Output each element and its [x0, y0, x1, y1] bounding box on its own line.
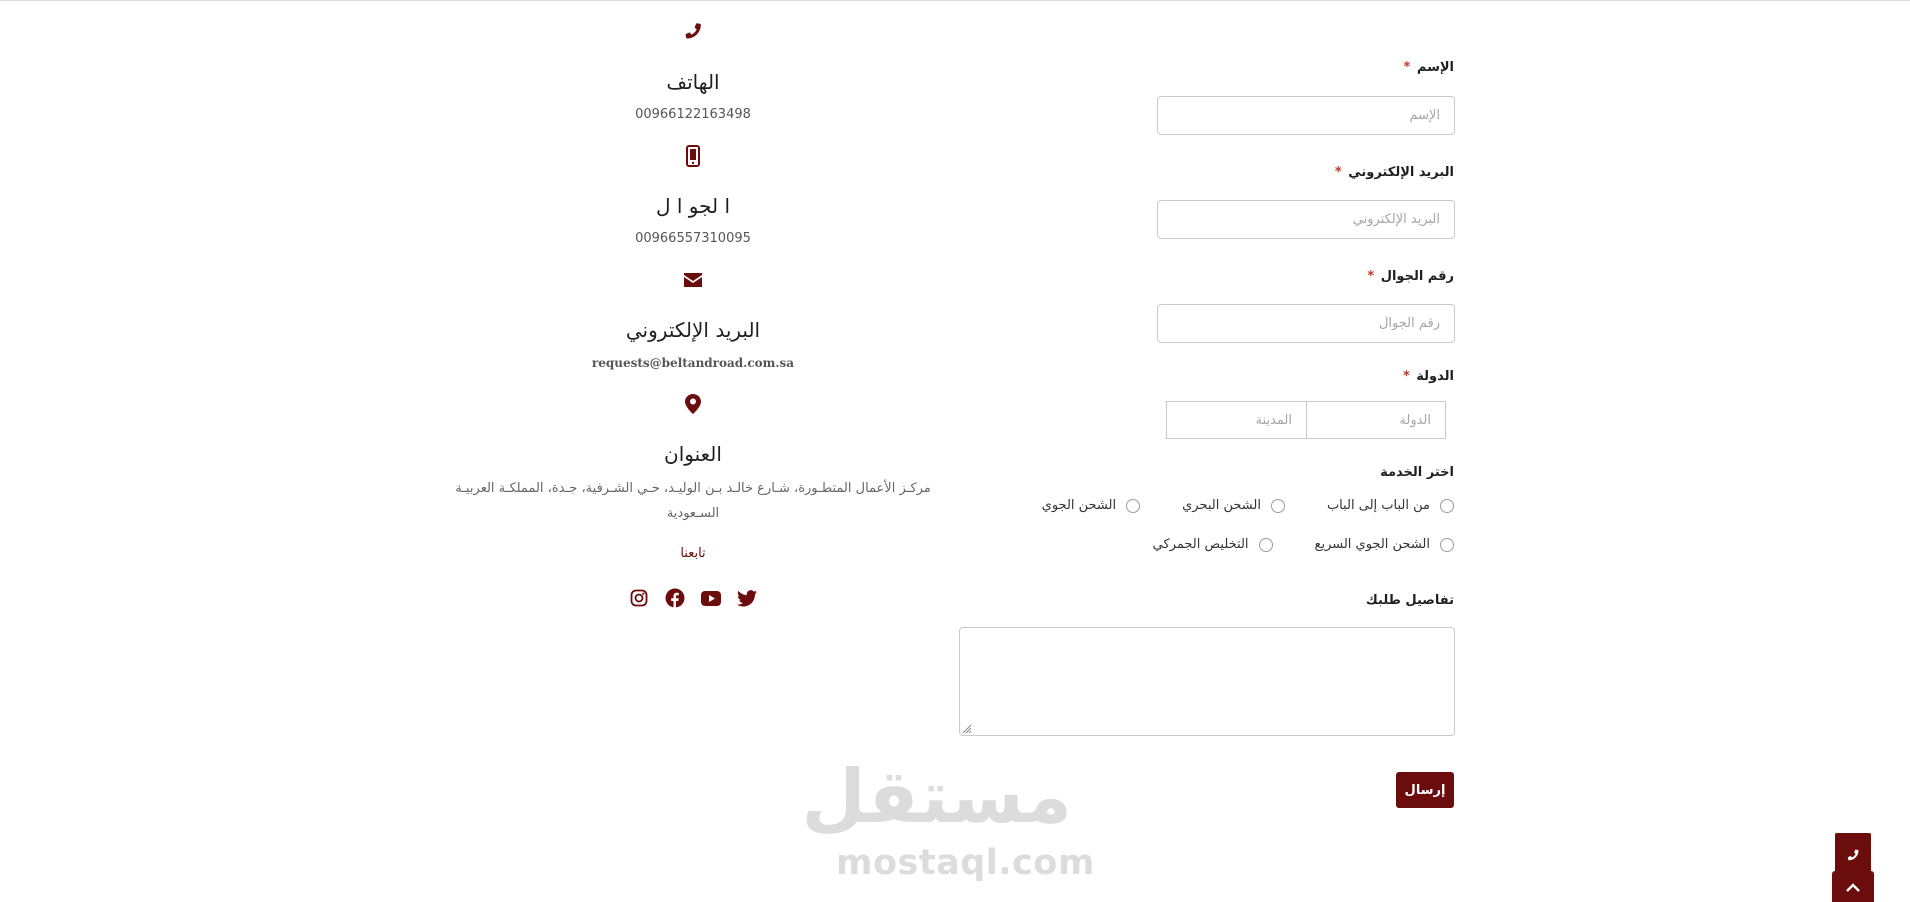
instagram-icon[interactable] — [628, 587, 650, 609]
mobile-title: ا لجو ا ل — [655, 194, 731, 218]
twitter-icon[interactable] — [736, 587, 758, 609]
service-option-air-freight[interactable] — [1042, 498, 1140, 513]
phone-value[interactable]: 00966122163498 — [635, 107, 751, 122]
resize-grip-icon[interactable] — [962, 724, 972, 734]
mobile-value[interactable]: 00966557310095 — [635, 231, 751, 246]
name-label-text: الإسم — [1416, 60, 1454, 75]
watermark-arabic: مستقل — [801, 754, 1072, 840]
watermark-latin: mostaql.com — [836, 843, 1095, 883]
top-border — [0, 0, 1910, 1]
required-mark: * — [1403, 60, 1411, 75]
service-option-door-to-door[interactable] — [1327, 498, 1454, 513]
address-value: مركـز الأعمال المتطـورة، شـارع خالـد بـن الوليـد، حـي الشـرفية، جـدة، المملكـة العربيـة السـعودية — [455, 481, 931, 521]
submit-button[interactable]: إرسال — [1396, 772, 1454, 808]
youtube-icon[interactable] — [700, 587, 722, 609]
service-option-sea-freight[interactable] — [1182, 498, 1285, 513]
email-label-text: البريد الإلكتروني — [1348, 165, 1454, 180]
social-links — [628, 587, 758, 609]
envelope-icon — [679, 266, 707, 294]
phone-title: الهاتف — [666, 70, 720, 94]
follow-label: تابعنا — [680, 546, 706, 561]
service-option-label: من الباب إلى الباب — [1326, 498, 1430, 513]
mobile-input[interactable] — [1157, 304, 1455, 343]
service-options-row-1 — [1042, 498, 1454, 513]
country-input[interactable] — [1306, 401, 1446, 439]
required-mark: * — [1334, 165, 1342, 180]
radio-circle[interactable] — [1440, 499, 1454, 513]
service-option-customs-clearance[interactable] — [1153, 537, 1273, 552]
mobile-label-text: رقم الجوال — [1380, 269, 1454, 284]
email-value[interactable]: requests@beltandroad.com.sa — [591, 356, 795, 370]
country-label — [1403, 369, 1454, 384]
service-label: اختر الخدمة — [1380, 465, 1454, 480]
radio-circle[interactable] — [1271, 499, 1285, 513]
name-label — [1404, 60, 1454, 75]
email-label — [1335, 165, 1454, 180]
mobile-icon — [679, 142, 707, 170]
map-pin-icon — [679, 390, 707, 418]
service-option-label: الشحن الجوي — [1041, 498, 1117, 513]
radio-circle[interactable] — [1259, 538, 1273, 552]
facebook-icon[interactable] — [664, 587, 686, 609]
required-mark: * — [1367, 269, 1375, 284]
required-mark: * — [1402, 369, 1410, 384]
address-title: العنوان — [664, 442, 722, 466]
phone-icon — [679, 17, 707, 45]
radio-circle[interactable] — [1126, 499, 1140, 513]
service-option-express-air[interactable] — [1315, 537, 1454, 552]
city-input[interactable] — [1166, 401, 1307, 439]
details-textarea[interactable] — [959, 627, 1455, 736]
service-option-label: التخليص الجمركي — [1152, 537, 1249, 552]
email-input[interactable] — [1157, 200, 1455, 239]
service-option-label: الشحن الجوي السريع — [1314, 537, 1430, 552]
phone-icon — [1846, 848, 1860, 862]
radio-circle[interactable] — [1440, 538, 1454, 552]
mobile-label — [1367, 269, 1454, 284]
service-option-label: الشحن البحري — [1182, 498, 1261, 513]
details-label: تفاصيل طلبك — [1365, 593, 1454, 608]
email-title: البريد الإلكتروني — [625, 318, 761, 342]
name-input[interactable] — [1157, 96, 1455, 135]
service-options-row-2 — [1153, 537, 1454, 552]
chevron-up-icon — [1845, 881, 1861, 893]
country-label-text: الدولة — [1416, 369, 1454, 384]
back-to-top-button[interactable] — [1832, 871, 1874, 902]
